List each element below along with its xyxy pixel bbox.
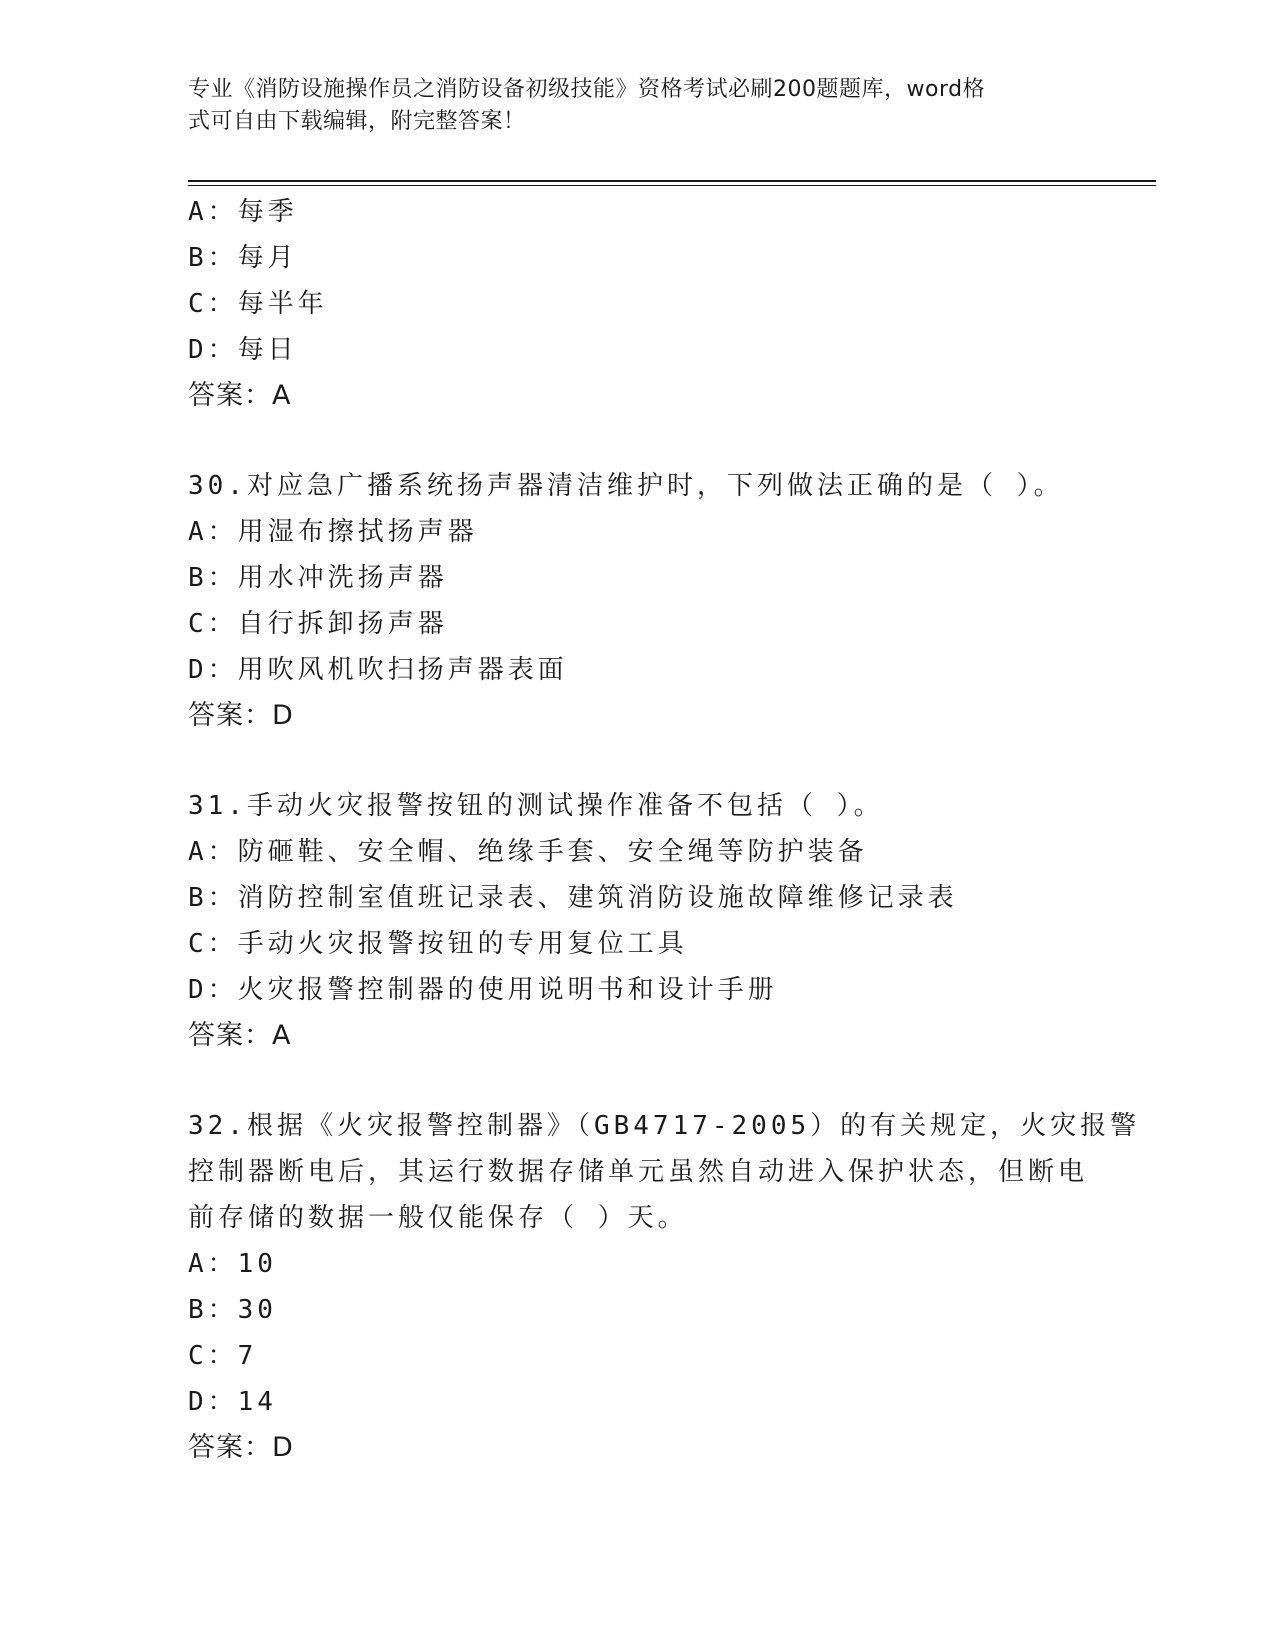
option-c: C：每半年 xyxy=(188,289,328,319)
option-a: A：10 xyxy=(188,1249,277,1279)
question-stem-line-1: 32.根据《火灾报警控制器》（GB4717-2005）的有关规定，火灾报警 xyxy=(188,1111,1141,1141)
option-c: C：自行拆卸扬声器 xyxy=(188,609,448,639)
question-stem: 31.手动火灾报警按钮的测试操作准备不包括（ ）。 xyxy=(188,791,884,821)
answer-line: 答案：A xyxy=(188,380,292,411)
option-a: A：每季 xyxy=(188,197,298,227)
option-a: A：用湿布擦拭扬声器 xyxy=(188,517,478,547)
question-partial xyxy=(188,189,1068,419)
answer-line: 答案：D xyxy=(188,700,294,731)
option-d: D：火灾报警控制器的使用说明书和设计手册 xyxy=(188,975,778,1005)
answer-line: 答案：A xyxy=(188,1020,292,1051)
question-list xyxy=(188,189,1141,1471)
option-b: B：每月 xyxy=(188,243,298,273)
option-b: B：用水冲洗扬声器 xyxy=(188,563,448,593)
document-header xyxy=(188,74,1068,138)
question-30 xyxy=(188,463,1068,739)
question-32 xyxy=(188,1103,1141,1471)
option-d: D：用吹风机吹扫扬声器表面 xyxy=(188,655,568,685)
question-stem: 30.对应急广播系统扬声器清洁维护时，下列做法正确的是（ ）。 xyxy=(188,471,1064,501)
option-b: B：消防控制室值班记录表、建筑消防设施故障维修记录表 xyxy=(188,883,958,913)
option-c: C：7 xyxy=(188,1341,258,1371)
option-b: B：30 xyxy=(188,1295,277,1325)
option-d: D：14 xyxy=(188,1387,277,1417)
question-31 xyxy=(188,783,1068,1059)
option-c: C：手动火灾报警按钮的专用复位工具 xyxy=(188,929,688,959)
option-d: D：每日 xyxy=(188,335,298,365)
header-rule-thin xyxy=(188,185,1156,186)
option-a: A：防砸鞋、安全帽、绝缘手套、安全绳等防护装备 xyxy=(188,837,868,867)
header-rule-thick xyxy=(188,180,1156,182)
answer-line: 答案：D xyxy=(188,1432,294,1463)
question-stem-line-2: 控制器断电后，其运行数据存储单元虽然自动进入保护状态，但断电 xyxy=(188,1157,1089,1187)
header-line-1: 专业《消防设施操作员之消防设备初级技能》资格考试必刷200题题库，word格 xyxy=(188,77,986,102)
header-line-2: 式可自由下载编辑，附完整答案！ xyxy=(188,109,526,134)
question-stem-line-3: 前存储的数据一般仅能保存（ ）天。 xyxy=(188,1203,688,1233)
